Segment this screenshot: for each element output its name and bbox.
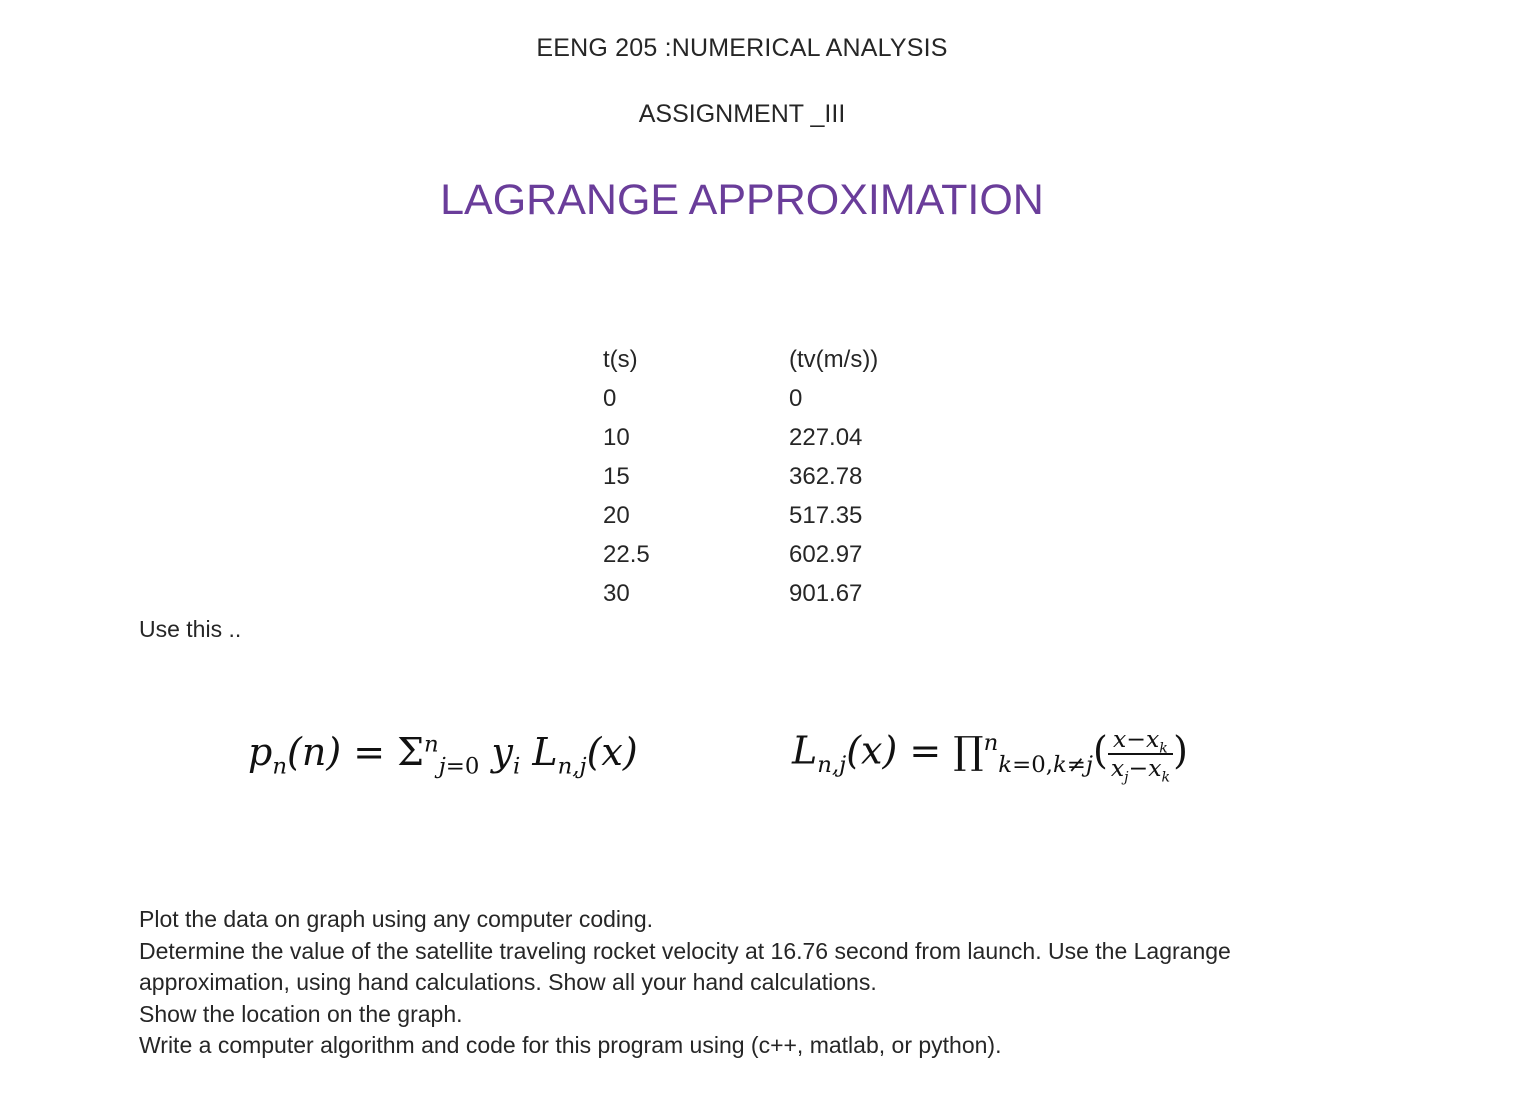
table-cell-time: 15 [603, 462, 630, 490]
course-title: EENG 205 :NUMERICAL ANALYSIS [536, 34, 948, 62]
lagrange-basis-formula: $L_{n,j}(x)$ = ∏$^n_{k=0,k\ne j}$( $\frac{x-x_k}{x_j-x_k}$ ) [792, 725, 1188, 786]
table-cell-velocity: 901.67 [789, 579, 863, 607]
assignment-title: ASSIGNMENT _III [638, 100, 846, 128]
table-row [596, 418, 989, 457]
table-cell-time: 10 [603, 423, 630, 451]
column-header-velocity: (tv(m/s)) [789, 345, 879, 373]
table-row [596, 379, 989, 418]
table-cell-time: 30 [603, 579, 630, 607]
table-cell-velocity: 0 [789, 384, 803, 412]
instruction-line: Plot the data on graph using any computer coding. [139, 906, 654, 932]
table-cell-time: 20 [603, 501, 630, 529]
instruction-line: Show the location on the graph. [139, 1000, 463, 1027]
table-row [596, 574, 989, 613]
table-cell-velocity: 602.97 [789, 540, 863, 568]
table-row [596, 496, 989, 535]
lead-text: Use this .. [139, 616, 242, 642]
instructions [139, 904, 1319, 1062]
instruction-line: Determine the value of the satellite traveling rocket velocity at 16.76 second from launch. Use the Lagrange approximation, using hand calculations. Show all your hand calculations. [139, 937, 1231, 995]
table-cell-velocity: 517.35 [789, 501, 863, 529]
topic-title: LAGRANGE APPROXIMATION [440, 176, 1044, 224]
table-cell-velocity: 227.04 [789, 423, 863, 451]
table-cell-time: 22.5 [603, 540, 650, 568]
lagrange-polynomial-formula: $p_n(n) = \Sigma^n_{j=0}$ $y_i$ $L_{n,j}(x)$ [248, 730, 638, 780]
table-header-row [596, 340, 989, 379]
instruction-line: Write a computer algorithm and code for this program using (c++, matlab, or python). [139, 1032, 1002, 1058]
column-header-time: t(s) [603, 345, 638, 373]
data-table [596, 340, 989, 613]
table-cell-velocity: 362.78 [789, 462, 863, 490]
table-cell-time: 0 [603, 384, 617, 412]
table-row [596, 535, 989, 574]
table-row [596, 457, 989, 496]
